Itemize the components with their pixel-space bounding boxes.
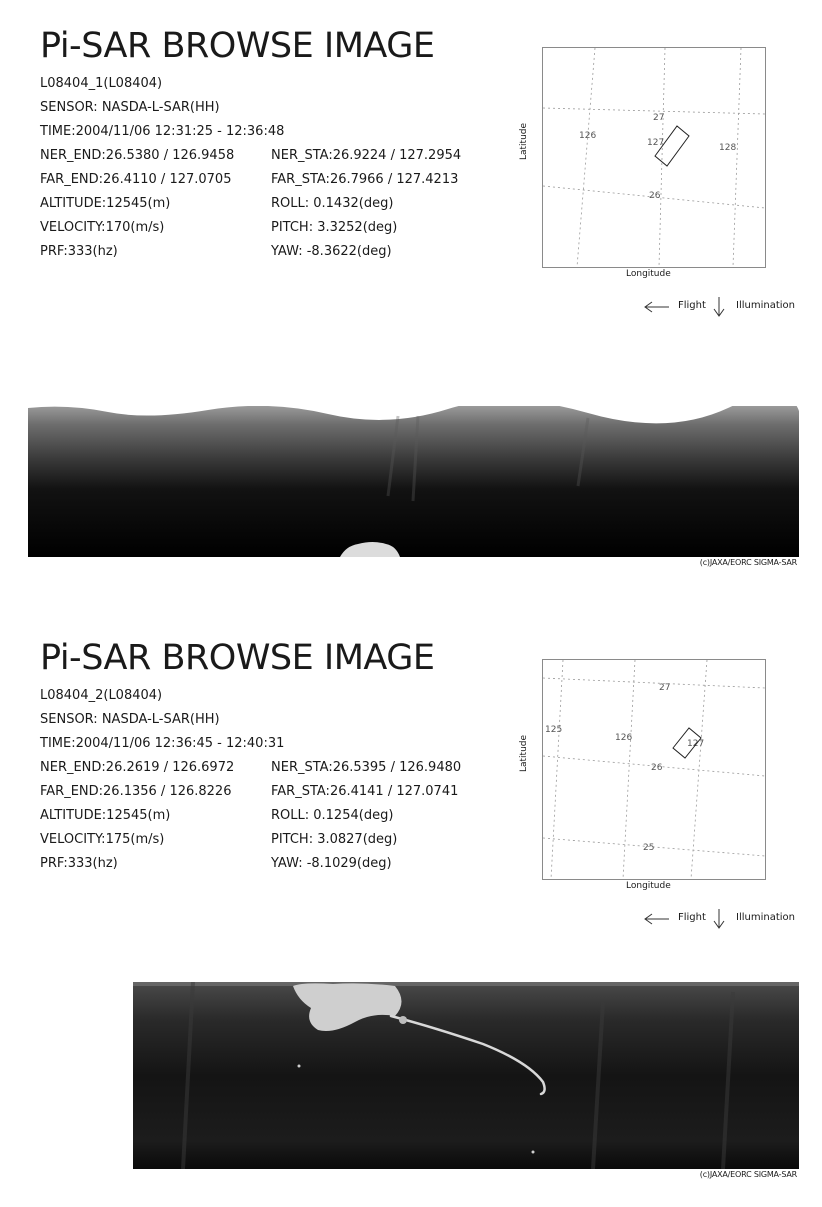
velocity: VELOCITY:175(m/s) bbox=[40, 832, 165, 847]
grid-label: 126 bbox=[579, 131, 597, 141]
flight-label: Flight bbox=[678, 912, 706, 923]
pitch: PITCH: 3.3252(deg) bbox=[271, 220, 398, 235]
illumination-label: Illumination bbox=[736, 300, 795, 311]
latitude-axis-label: Latitude bbox=[519, 734, 529, 772]
far-end-coords: FAR_END:26.1356 / 126.8226 bbox=[40, 784, 232, 799]
altitude: ALTITUDE:12545(m) bbox=[40, 808, 171, 823]
far-start-coords: FAR_STA:26.4141 / 127.0741 bbox=[271, 784, 459, 799]
longitude-axis-label: Longitude bbox=[626, 881, 671, 891]
down-arrow-icon bbox=[712, 908, 726, 930]
scene-id: L08404_1(L08404) bbox=[40, 76, 163, 91]
grid-label: 26 bbox=[651, 763, 663, 773]
altitude: ALTITUDE:12545(m) bbox=[40, 196, 171, 211]
illumination-label: Illumination bbox=[736, 912, 795, 923]
far-start-coords: FAR_STA:26.7966 / 127.4213 bbox=[271, 172, 459, 187]
prf: PRF:333(hz) bbox=[40, 856, 118, 871]
near-end-coords: NER_END:26.5380 / 126.9458 bbox=[40, 148, 235, 163]
velocity: VELOCITY:170(m/s) bbox=[40, 220, 165, 235]
acquisition-time: TIME:2004/11/06 12:31:25 - 12:36:48 bbox=[40, 124, 285, 139]
grid-label: 128 bbox=[719, 143, 737, 153]
location-map bbox=[542, 659, 766, 880]
far-end-coords: FAR_END:26.4110 / 127.0705 bbox=[40, 172, 232, 187]
location-map bbox=[542, 47, 766, 268]
grid-label: 127 bbox=[647, 138, 665, 148]
flight-label: Flight bbox=[678, 300, 706, 311]
image-credit: (c)JAXA/EORC SIGMA-SAR bbox=[699, 558, 797, 567]
prf: PRF:333(hz) bbox=[40, 244, 118, 259]
pitch: PITCH: 3.0827(deg) bbox=[271, 832, 398, 847]
sensor: SENSOR: NASDA-L-SAR(HH) bbox=[40, 100, 220, 115]
page-title: Pi-SAR BROWSE IMAGE bbox=[40, 638, 435, 678]
yaw: YAW: -8.3622(deg) bbox=[271, 244, 392, 259]
sar-image bbox=[28, 406, 799, 557]
acquisition-time: TIME:2004/11/06 12:36:45 - 12:40:31 bbox=[40, 736, 285, 751]
scene-id: L08404_2(L08404) bbox=[40, 688, 163, 703]
grid-label: 126 bbox=[615, 733, 633, 743]
sensor: SENSOR: NASDA-L-SAR(HH) bbox=[40, 712, 220, 727]
down-arrow-icon bbox=[712, 296, 726, 318]
left-arrow-icon bbox=[643, 912, 671, 926]
grid-label: 125 bbox=[545, 725, 563, 735]
near-start-coords: NER_STA:26.9224 / 127.2954 bbox=[271, 148, 462, 163]
near-start-coords: NER_STA:26.5395 / 126.9480 bbox=[271, 760, 462, 775]
grid-label: 127 bbox=[687, 739, 705, 749]
page-title: Pi-SAR BROWSE IMAGE bbox=[40, 26, 435, 66]
near-end-coords: NER_END:26.2619 / 126.6972 bbox=[40, 760, 235, 775]
grid-label: 27 bbox=[659, 683, 671, 693]
browse-panel-1 bbox=[0, 0, 822, 595]
sar-image bbox=[133, 982, 799, 1169]
longitude-axis-label: Longitude bbox=[626, 269, 671, 279]
left-arrow-icon bbox=[643, 300, 671, 314]
roll: ROLL: 0.1254(deg) bbox=[271, 808, 394, 823]
grid-label: 26 bbox=[649, 191, 661, 201]
yaw: YAW: -8.1029(deg) bbox=[271, 856, 392, 871]
grid-label: 25 bbox=[643, 843, 655, 853]
latitude-axis-label: Latitude bbox=[519, 122, 529, 160]
image-credit: (c)JAXA/EORC SIGMA-SAR bbox=[699, 1170, 797, 1179]
roll: ROLL: 0.1432(deg) bbox=[271, 196, 394, 211]
grid-label: 27 bbox=[653, 113, 665, 123]
browse-panel-2 bbox=[0, 612, 822, 1207]
